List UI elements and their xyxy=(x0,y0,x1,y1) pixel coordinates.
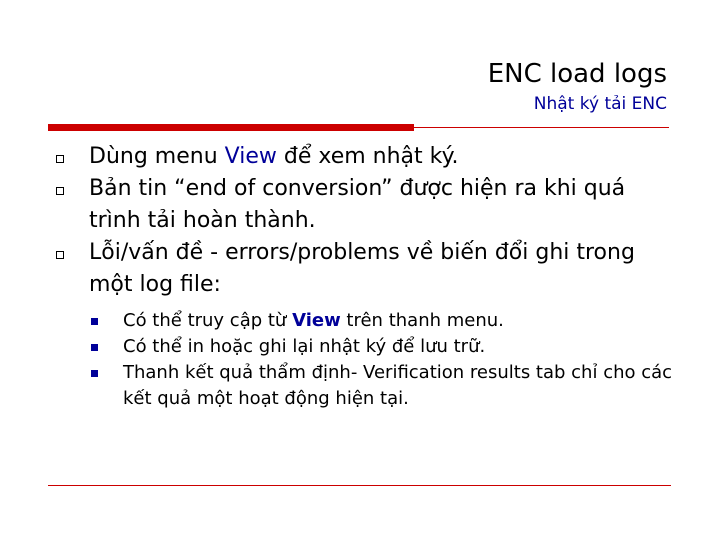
sub-bullet-item xyxy=(89,308,676,334)
sub-bullet-text-pre: Có thể truy cập từ xyxy=(123,310,293,331)
bullet-text: Bản tin “end of conversion” được hiện ra khi quá trình tải hoàn thành. xyxy=(89,176,626,233)
sub-bullet-list xyxy=(89,308,676,412)
bullet-text-post: để xem nhật ký. xyxy=(276,144,459,169)
bullet-list xyxy=(56,141,676,412)
bullet-item xyxy=(56,141,676,173)
sub-bullet-text: Có thể in hoặc ghi lại nhật ký để lưu trữ. xyxy=(123,336,486,357)
sub-bullet-item xyxy=(89,360,676,412)
menu-name-view: View xyxy=(292,310,341,331)
sub-bullet-item xyxy=(89,334,676,360)
bullet-text-pre: Dùng menu xyxy=(89,144,225,169)
filled-square-bullet-icon xyxy=(91,370,98,377)
hollow-square-bullet-icon xyxy=(56,155,64,163)
bullet-text: Lỗi/vấn đề - errors/problems về biến đổi ghi trong một log file: xyxy=(89,240,635,297)
sub-bullet-text: Thanh kết quả thẩm định- Verification results tab chỉ cho các kết quả một hoạt động hiện tại. xyxy=(123,362,673,409)
menu-name-view: View xyxy=(224,144,277,169)
hollow-square-bullet-icon xyxy=(56,187,64,195)
hollow-square-bullet-icon xyxy=(56,251,64,259)
bullet-item xyxy=(56,237,676,412)
slide-title: ENC load logs xyxy=(487,59,667,89)
bullet-item xyxy=(56,173,676,237)
filled-square-bullet-icon xyxy=(91,318,98,325)
title-rule-thin xyxy=(414,127,669,128)
title-rule-thick xyxy=(48,124,414,131)
footer-rule xyxy=(48,485,671,486)
filled-square-bullet-icon xyxy=(91,344,98,351)
slide-subtitle: Nhật ký tải ENC xyxy=(533,94,667,114)
sub-bullet-text-post: trên thanh menu. xyxy=(340,310,504,331)
